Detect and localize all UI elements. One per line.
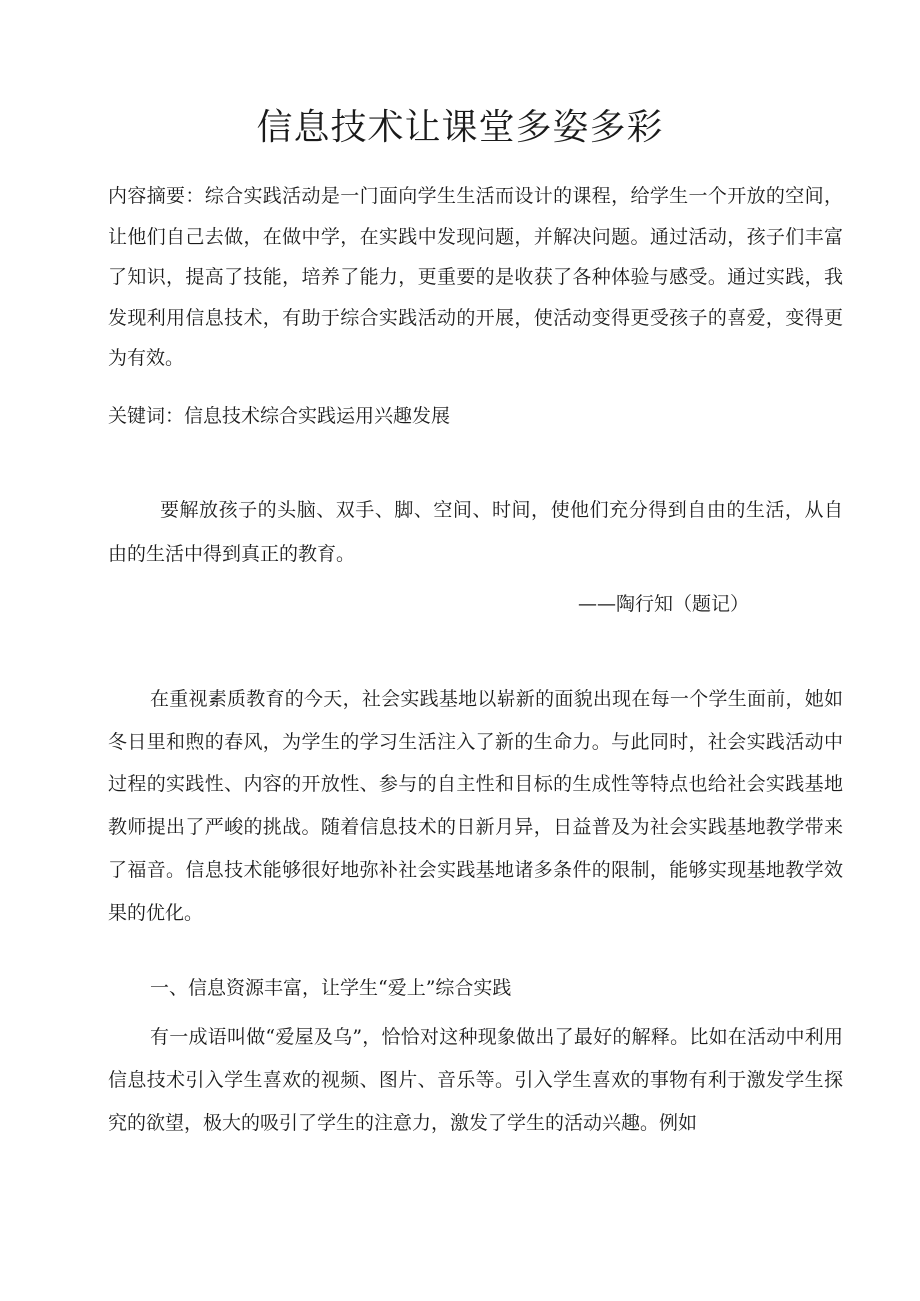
epigraph-quote: 要解放孩子的头脑、双手、脚、空间、时间，使他们充分得到自由的生活，从自由的生活中得到真正的教育。	[108, 499, 843, 565]
body-paragraph-2: 有一成语叫做“爱屋及乌”，恰恰对这种现象做出了最好的解释。比如在活动中利用信息技术引入学生喜欢的视频、图片、音乐等。引入学生喜欢的事物有利于激发学生探究的欲望，极大的吸引了学生的注意力，激发了学生的活动兴趣。例如	[108, 1026, 843, 1134]
keywords-line: 关键词：信息技术综合实践运用兴趣发展	[108, 405, 451, 427]
abstract-paragraph: 内容摘要：综合实践活动是一门面向学生生活而设计的课程，给学生一个开放的空间，让他们自己去做，在做中学，在实践中发现问题，并解决问题。通过活动，孩子们丰富了知识，提高了技能，培养了能力，更重要的是收获了各种体验与感受。通过实践，我发现利用信息技术，有助于综合实践活动的开展，使活动变得更受孩子的喜爱，变得更为有效。	[108, 185, 843, 369]
body-paragraph-1: 在重视素质教育的今天，社会实践基地以崭新的面貌出现在每一个学生面前，她如冬日里和煦的春风，为学生的学习生活注入了新的生命力。与此同时，社会实践活动中过程的实践性、内容的开放性、参与的自主性和目标的生成性等特点也给社会实践基地教师提出了严峻的挑战。随着信息技术的日新月异，日益普及为社会实践基地教学带来了福音。信息技术能够很好地弥补社会实践基地诸多条件的限制，能够实现基地教学效果的优化。	[108, 688, 843, 924]
document-title: 信息技术让课堂多姿多彩	[256, 107, 664, 148]
section-heading-1: 一、信息资源丰富，让学生“爱上”综合实践	[150, 977, 512, 999]
epigraph-attribution: ——陶行知（题记）	[578, 593, 750, 615]
